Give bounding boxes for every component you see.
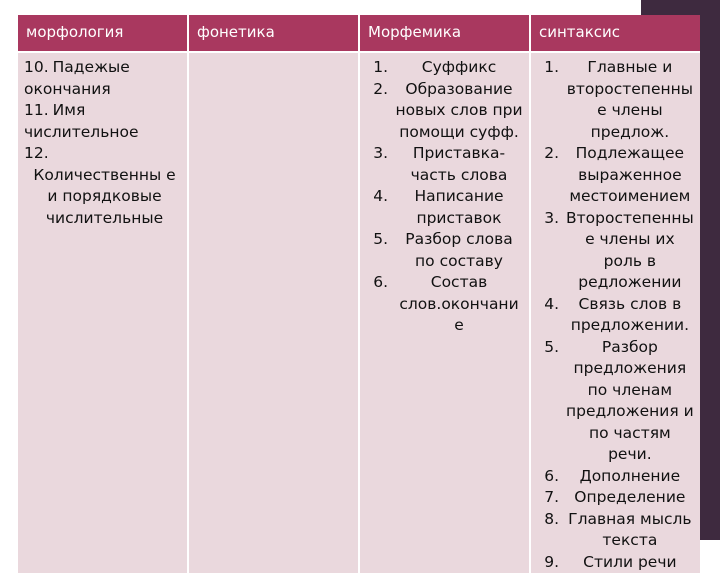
header-phonetics: фонетика xyxy=(188,15,359,52)
item-number: 3. xyxy=(366,143,395,186)
cell-morphology xyxy=(18,52,188,573)
list-item xyxy=(537,509,694,552)
item-text: Дополнение xyxy=(566,466,694,488)
item-text: Количественны е и порядковые числительные xyxy=(24,165,181,230)
item-number: 5. xyxy=(537,337,566,466)
list-item xyxy=(537,143,694,208)
item-number: 10. xyxy=(24,58,49,76)
list-item xyxy=(24,100,181,143)
topics-table xyxy=(18,15,700,573)
list-item xyxy=(366,229,523,272)
cell-phonetics xyxy=(188,52,359,573)
item-number: 6. xyxy=(366,272,395,337)
item-number: 9. xyxy=(537,552,566,573)
item-number: 5. xyxy=(366,229,395,272)
item-number: 4. xyxy=(366,186,395,229)
item-text: Связь слов в предложении. xyxy=(566,294,694,337)
header-syntax: синтаксис xyxy=(530,15,700,52)
item-text: Подлежащее выраженное местоимением xyxy=(566,143,694,208)
header-row xyxy=(18,15,700,52)
list-item xyxy=(366,272,523,337)
cell-syntax xyxy=(530,52,700,573)
content-row xyxy=(18,52,700,573)
item-text: Стили речи xyxy=(566,552,694,573)
item-text: Образование новых слов при помощи суфф. xyxy=(395,79,523,144)
item-number: 4. xyxy=(537,294,566,337)
header-morphology: морфология xyxy=(18,15,188,52)
list-item xyxy=(366,57,523,79)
list-item xyxy=(537,487,694,509)
header-morphemics: Морфемика xyxy=(359,15,530,52)
item-number: 3. xyxy=(537,208,566,294)
list-item xyxy=(537,57,694,143)
item-text: Определение xyxy=(566,487,694,509)
item-text: Имя числительное xyxy=(24,101,139,141)
list-item xyxy=(366,79,523,144)
item-number: 2. xyxy=(366,79,395,144)
item-text: Написание приставок xyxy=(395,186,523,229)
item-text: Состав слов.окончани е xyxy=(395,272,523,337)
item-text: Разбор слова по составу xyxy=(395,229,523,272)
syntax-list xyxy=(537,57,694,573)
item-number: 6. xyxy=(537,466,566,488)
morphology-list xyxy=(24,57,181,229)
list-item xyxy=(537,466,694,488)
item-number: 11. xyxy=(24,101,49,119)
item-text: Падежые окончания xyxy=(24,58,130,98)
item-number: 2. xyxy=(537,143,566,208)
item-number: 1. xyxy=(537,57,566,143)
list-item xyxy=(537,294,694,337)
item-text: Главные и второстепенны е члены предлож. xyxy=(566,57,694,143)
item-text: Приставка-часть слова xyxy=(395,143,523,186)
list-item xyxy=(537,208,694,294)
item-number: 8. xyxy=(537,509,566,552)
item-text: Второстепенны е члены их роль в редложении xyxy=(566,208,694,294)
item-text: Главная мысль текста xyxy=(566,509,694,552)
item-number: 1. xyxy=(366,57,395,79)
cell-morphemics xyxy=(359,52,530,573)
item-number: 7. xyxy=(537,487,566,509)
morphemics-list xyxy=(366,57,523,337)
item-number: 12. xyxy=(24,144,49,162)
list-item xyxy=(537,552,694,573)
list-item xyxy=(24,143,181,229)
list-item xyxy=(537,337,694,466)
item-text: Разбор предложения по членам предложения и по частям речи. xyxy=(566,337,694,466)
list-item xyxy=(366,143,523,186)
list-item xyxy=(24,57,181,100)
list-item xyxy=(366,186,523,229)
item-text: Суффикс xyxy=(395,57,523,79)
